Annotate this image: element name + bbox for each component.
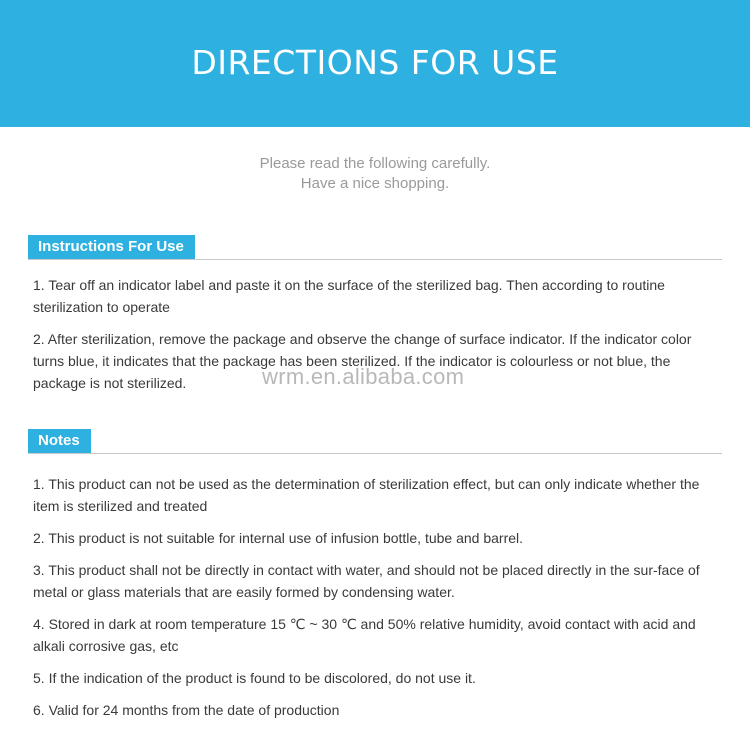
instructions-section-header <box>28 235 722 260</box>
intro-line-1: Please read the following carefully. <box>259 155 491 172</box>
note-item: 3. This product shall not be directly in contact with water, and should not be placed directly in the sur-face of metal or glass materials that are easily formed by condensing water. <box>33 562 700 600</box>
instruction-item: 1. Tear off an indicator label and paste it on the surface of the sterilized bag. Then according to routine sterilization to operate <box>33 277 665 315</box>
instruction-item: 2. After sterilization, remove the package and observe the change of surface indicator. If the indicator color turns blue, it indicates that the package has been sterilized. If the indicator is colourless or not blue, the package is not sterilized. <box>33 331 692 391</box>
notes-section-header <box>28 429 722 454</box>
note-item: 5. If the indication of the product is found to be discolored, do not use it. <box>33 670 476 686</box>
note-item: 4. Stored in dark at room temperature 15 ℃ ~ 30 ℃ and 50% relative humidity, avoid contact with acid and alkali corrosive gas, etc <box>33 616 696 654</box>
note-item: 2. This product is not suitable for internal use of infusion bottle, tube and barrel. <box>33 530 524 546</box>
intro-line-2: Have a nice shopping. <box>300 175 450 192</box>
page-title: DIRECTIONS FOR USE <box>191 43 559 82</box>
instructions-heading: Instructions For Use <box>28 235 195 259</box>
notes-heading: Notes <box>28 429 91 453</box>
note-item: 6. Valid for 24 months from the date of production <box>33 702 340 718</box>
note-item: 1. This product can not be used as the determination of sterilization effect, but can only indicate whether the item is sterilized and treated <box>33 476 700 514</box>
watermark: wrm.en.alibaba.com <box>262 364 465 389</box>
header-banner <box>0 0 750 127</box>
